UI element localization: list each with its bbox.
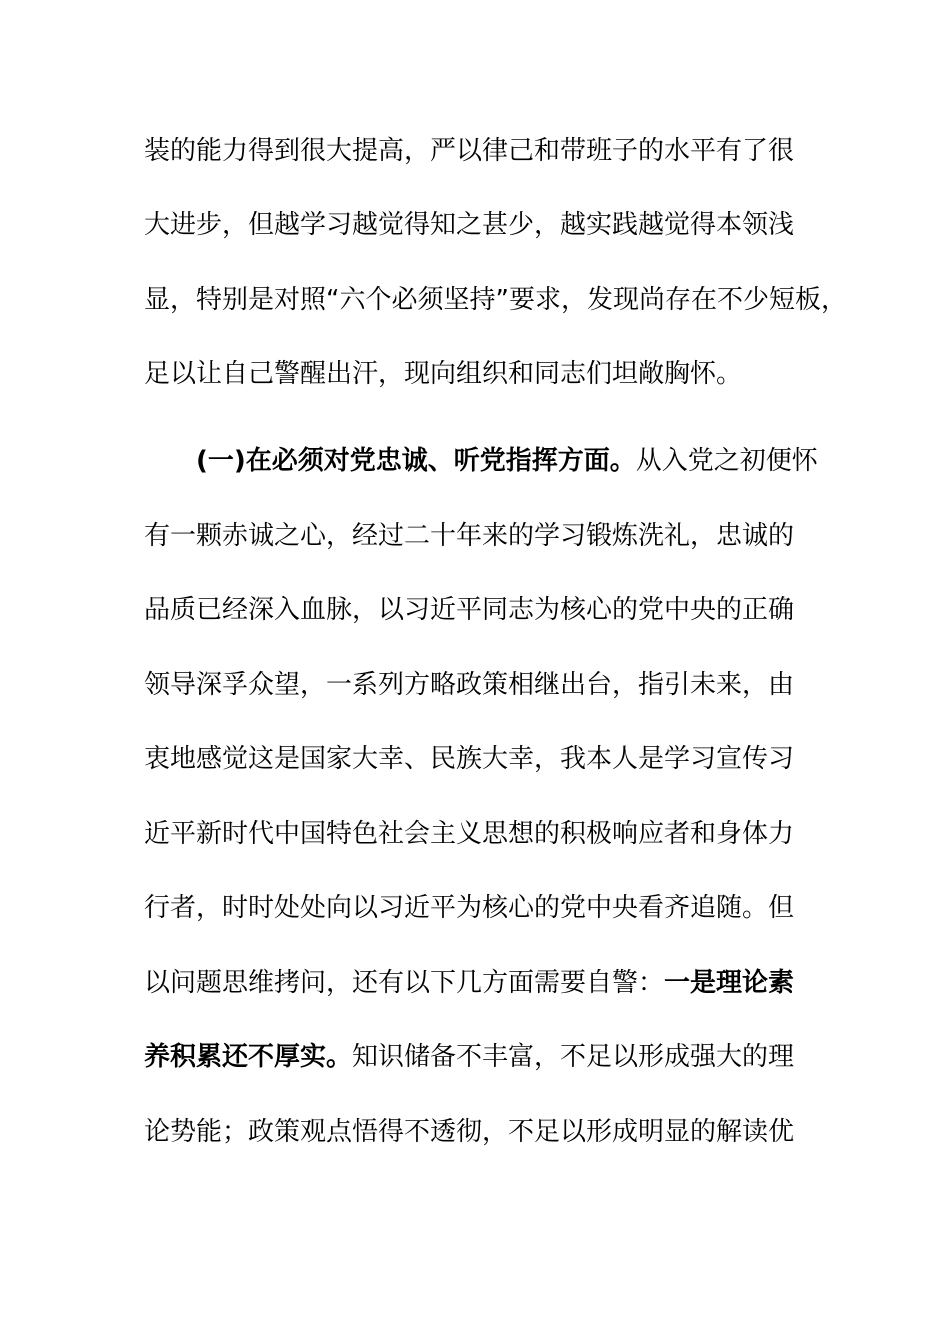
body-line-1: 装的能力得到很大提高，严以律己和带班子的水平有了很 xyxy=(144,136,795,166)
body-line-13: 养积累还不厚实。知识储备不丰富，不足以形成强大的理 xyxy=(144,1042,795,1072)
point-one-heading-end: 养积累还不厚实。 xyxy=(144,1042,353,1072)
body-line-3: 显，特别是对照“六个必须坚持”要求，发现尚存在不少短板， xyxy=(144,285,847,315)
point-one-heading-start: 一是理论素 xyxy=(664,968,795,998)
body-line-4: 足以让自己警醒出汗，现向组织和同志们坦敞胸怀。 xyxy=(144,359,743,389)
section-heading-continuation: 从入党之初便怀 xyxy=(635,446,818,476)
body-line-7: 品质已经深入血脉，以习近平同志为核心的党中央的正确 xyxy=(144,595,795,625)
body-line-11: 行者，时时处处向以习近平为核心的党中央看齐追随。但 xyxy=(144,893,795,923)
section-heading: (一)在必须对党忠诚、听党指挥方面。 xyxy=(196,446,636,476)
body-line-14: 论势能；政策观点悟得不透彻，不足以形成明显的解读优 xyxy=(144,1117,795,1147)
body-line-9: 衷地感觉这是国家大幸、民族大幸，我本人是学习宣传习 xyxy=(144,744,795,774)
section-heading-line xyxy=(196,444,818,478)
body-line-2: 大进步，但越学习越觉得知之甚少，越实践越觉得本领浅 xyxy=(144,210,795,240)
body-line-8: 领导深孚众望，一系列方略政策相继出台，指引未来，由 xyxy=(144,670,795,700)
body-line-10: 近平新时代中国特色社会主义思想的积极响应者和身体力 xyxy=(144,819,795,849)
body-line-12: 以问题思维拷问，还有以下几方面需要自警：一是理论素 xyxy=(144,968,795,998)
body-line-6: 有一颗赤诚之心，经过二十年来的学习锻炼洗礼，忠诚的 xyxy=(144,521,795,551)
